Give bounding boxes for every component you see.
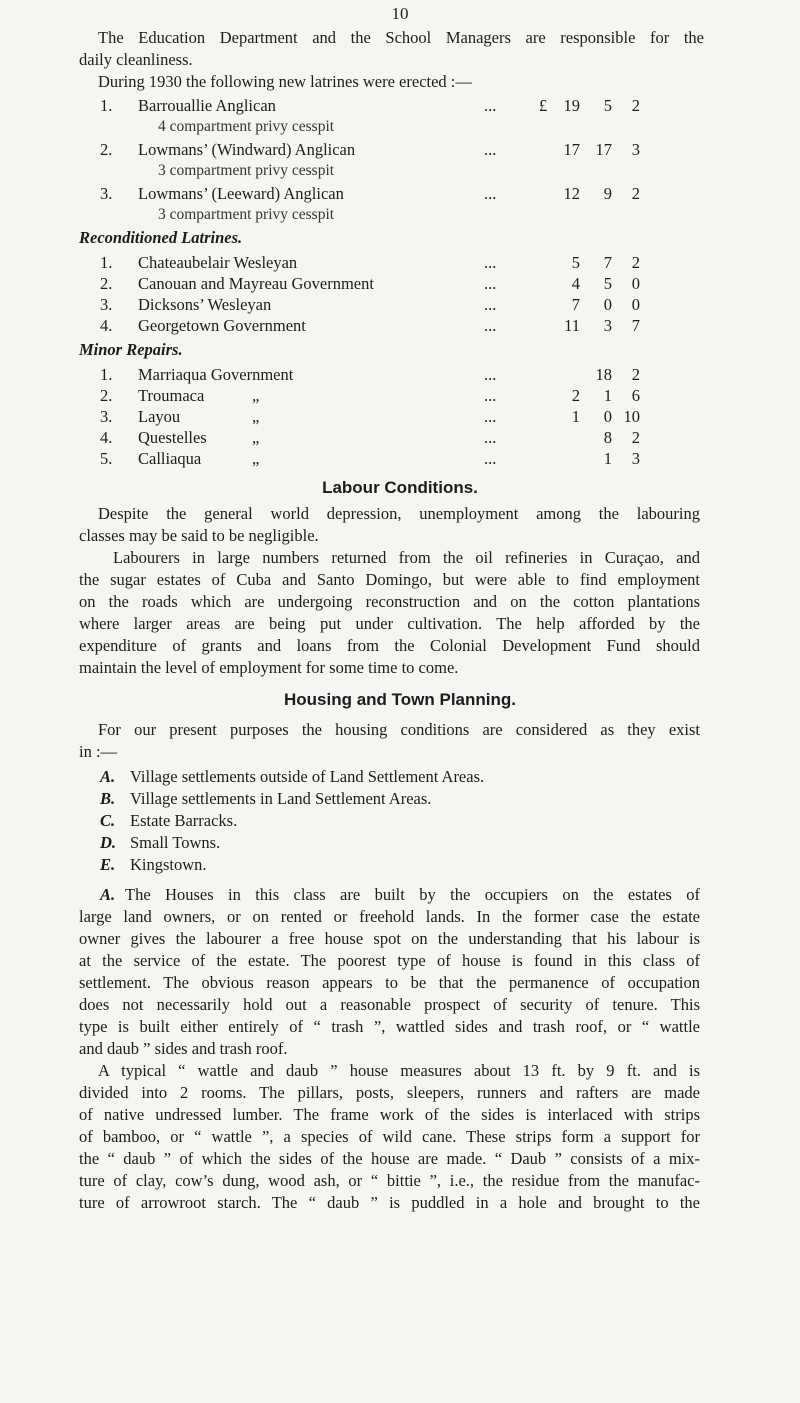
amount-pounds: 2 <box>571 386 580 405</box>
page-number: 10 <box>391 4 409 23</box>
amount-pounds: 17 <box>563 140 580 159</box>
leader-dots: ... <box>484 140 497 159</box>
leader-dots: ... <box>484 407 497 426</box>
item-number: 3. <box>100 184 113 203</box>
amount-pounds: 5 <box>571 253 580 272</box>
item-name: Canouan and Mayreau Government <box>138 274 374 293</box>
amount-pence: 2 <box>631 253 640 272</box>
amount-shillings: 5 <box>603 274 612 293</box>
item-number: 1. <box>100 253 113 272</box>
amount-pence: 0 <box>631 274 640 293</box>
intro-line-3: During 1930 the following new latrines were erected :— <box>98 72 472 91</box>
item-number: 4. <box>100 428 113 447</box>
paragraph-a-line-4: at the service of the estate. The poorest type of house is found in this class of <box>79 951 700 970</box>
currency-symbol: £ <box>539 96 548 115</box>
item-name: Georgetown Government <box>138 316 306 335</box>
amount-pounds: 11 <box>564 316 580 335</box>
category-letter: A. <box>100 767 116 786</box>
amount-shillings: 0 <box>603 407 612 426</box>
item-number: 1. <box>100 365 113 384</box>
leader-dots: ... <box>484 449 497 468</box>
amount-shillings: 8 <box>603 428 612 447</box>
amount-shillings: 3 <box>603 316 612 335</box>
item-name: Calliaqua <box>138 449 202 468</box>
labour-p2-line-4: where larger areas are being put under cultivation. The help afforded by the <box>79 614 700 633</box>
item-name: Lowmans’ (Windward) Anglican <box>138 140 356 159</box>
amount-pence: 10 <box>623 407 640 426</box>
amount-pounds: 19 <box>563 96 580 115</box>
minor-repairs-heading: Minor Repairs. <box>79 340 183 359</box>
ditto-mark: „ <box>252 428 260 447</box>
item-subtext: 3 compartment privy cesspit <box>158 206 335 223</box>
amount-shillings: 18 <box>595 365 612 384</box>
item-number: 2. <box>100 140 113 159</box>
item-number: 2. <box>100 274 113 293</box>
amount-pounds: 12 <box>563 184 580 203</box>
paragraph-b-line-4: of bamboo, or “ wattle ”, a species of wild cane. These strips form a support for <box>79 1127 700 1146</box>
housing-intro-line-2: in :— <box>79 742 118 761</box>
paragraph-b-line-6: ture of clay, cow’s dung, wood ash, or “ bittie ”, i.e., the residue from the manufac- <box>79 1171 700 1190</box>
leader-dots: ... <box>484 184 497 203</box>
housing-title: Housing and Town Planning. <box>284 690 516 709</box>
leader-dots: ... <box>484 316 497 335</box>
labour-p2-line-1: Labourers in large numbers returned from the oil refineries in Curaçao, and <box>113 548 700 567</box>
ditto-mark: „ <box>252 449 260 468</box>
amount-shillings: 17 <box>595 140 612 159</box>
category-letter: B. <box>100 789 116 808</box>
amount-shillings: 7 <box>603 253 612 272</box>
amount-pence: 6 <box>631 386 640 405</box>
leader-dots: ... <box>484 96 497 115</box>
labour-p2-line-3: on the roads which are undergoing reconstruction and on the cotton plantations <box>79 592 700 611</box>
ditto-mark: „ <box>252 407 260 426</box>
item-number: 1. <box>100 96 113 115</box>
leader-dots: ... <box>484 295 497 314</box>
paragraph-a-line-7: type is built either entirely of “ trash ”, wattled sides and trash roof, or “ wattle <box>79 1017 700 1036</box>
category-text: Estate Barracks. <box>130 811 238 830</box>
amount-pence: 2 <box>631 365 640 384</box>
amount-pounds: 7 <box>571 295 580 314</box>
item-subtext: 4 compartment privy cesspit <box>158 118 335 135</box>
paragraph-a-line-2: large land owners, or on rented or freehold lands. In the former case the estate <box>79 907 700 926</box>
intro-line-1: The Education Department and the School Managers are responsible for the <box>98 28 704 47</box>
category-letter: C. <box>100 811 116 830</box>
paragraph-b-line-2: divided into 2 rooms. The pillars, posts, sleepers, runners and rafters are made <box>79 1083 700 1102</box>
paragraph-a-line-6: does not necessarily hold out a reasonable prospect of security of tenure. This <box>79 995 700 1014</box>
leader-dots: ... <box>484 428 497 447</box>
amount-shillings: 5 <box>603 96 612 115</box>
amount-pence: 2 <box>631 428 640 447</box>
item-number: 5. <box>100 449 113 468</box>
category-text: Small Towns. <box>130 833 221 852</box>
leader-dots: ... <box>484 274 497 293</box>
item-name: Layou <box>138 407 181 426</box>
category-text: Kingstown. <box>130 855 207 874</box>
labour-p2-line-6: maintain the level of employment for some time to come. <box>79 658 459 677</box>
paragraph-b-line-7: ture of arrowroot starch. The “ daub ” is puddled in a hole and brought to the <box>79 1193 700 1212</box>
category-text: Village settlements in Land Settlement Areas. <box>130 789 432 808</box>
paragraph-a-label: A. <box>100 885 116 904</box>
paragraph-a-line-3: owner gives the labourer a free house spot on the understanding that his labour is <box>79 929 700 948</box>
item-subtext: 3 compartment privy cesspit <box>158 162 335 179</box>
paragraph-b-line-3: of native undressed lumber. The frame work of the sides is interlaced with strips <box>79 1105 700 1124</box>
housing-intro-line-1: For our present purposes the housing conditions are considered as they exist <box>98 720 700 739</box>
amount-pence: 7 <box>631 316 640 335</box>
item-name: Dicksons’ Wesleyan <box>138 295 272 314</box>
paragraph-a-line-5: settlement. The obvious reason appears to be that the permanence of occupation <box>79 973 700 992</box>
labour-p2-line-5: expenditure of grants and loans from the Colonial Development Fund should <box>79 636 700 655</box>
item-name: Lowmans’ (Leeward) Anglican <box>138 184 344 203</box>
amount-pence: 3 <box>631 449 640 468</box>
amount-shillings: 1 <box>603 449 612 468</box>
labour-conditions-title: Labour Conditions. <box>322 478 478 497</box>
reconditioned-heading: Reconditioned Latrines. <box>79 228 243 247</box>
amount-pounds: 4 <box>571 274 580 293</box>
item-name: Marriaqua Government <box>138 365 294 384</box>
paragraph-b-line-5: the “ daub ” of which the sides of the house are made. “ Daub ” consists of a mix- <box>79 1149 700 1168</box>
amount-shillings: 9 <box>603 184 612 203</box>
category-letter: D. <box>100 833 117 852</box>
leader-dots: ... <box>484 253 497 272</box>
amount-pence: 2 <box>631 184 640 203</box>
item-number: 2. <box>100 386 113 405</box>
amount-pounds: 1 <box>571 407 580 426</box>
labour-p1-line-2: classes may be said to be negligible. <box>79 526 319 545</box>
leader-dots: ... <box>484 365 497 384</box>
paragraph-b-line-1: A typical “ wattle and daub ” house measures about 13 ft. by 9 ft. and is <box>98 1061 700 1080</box>
ditto-mark: „ <box>252 386 260 405</box>
item-name: Chateaubelair Wesleyan <box>138 253 298 272</box>
paragraph-a-line-1: The Houses in this class are built by the occupiers on the estates of <box>125 885 700 904</box>
amount-pence: 3 <box>631 140 640 159</box>
amount-shillings: 1 <box>603 386 612 405</box>
item-name: Questelles <box>138 428 207 447</box>
labour-p2-line-2: the sugar estates of Cuba and Santo Domingo, but were able to find employment <box>79 570 700 589</box>
amount-shillings: 0 <box>603 295 612 314</box>
item-name: Barrouallie Anglican <box>138 96 276 115</box>
item-number: 3. <box>100 407 113 426</box>
item-name: Troumaca <box>138 386 205 405</box>
category-letter: E. <box>100 855 116 874</box>
item-number: 3. <box>100 295 113 314</box>
item-number: 4. <box>100 316 113 335</box>
category-text: Village settlements outside of Land Settlement Areas. <box>130 767 485 786</box>
intro-line-2: daily cleanliness. <box>79 50 193 69</box>
amount-pence: 0 <box>631 295 640 314</box>
amount-pence: 2 <box>631 96 640 115</box>
leader-dots: ... <box>484 386 497 405</box>
labour-p1-line-1: Despite the general world depression, unemployment among the labouring <box>98 504 700 523</box>
paragraph-a-line-8: and daub ” sides and trash roof. <box>79 1039 288 1058</box>
